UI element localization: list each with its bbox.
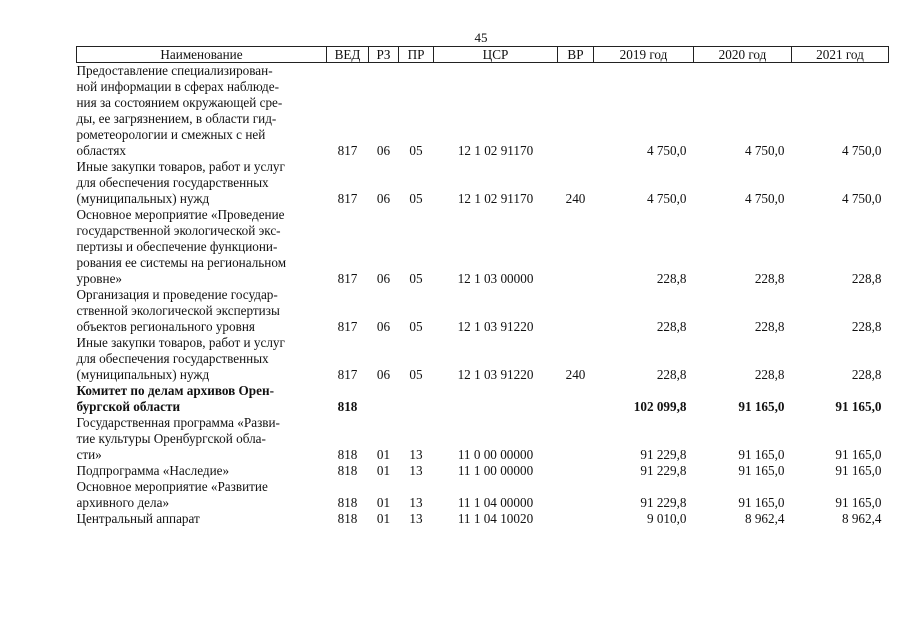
cell-2021: 91 165,0 bbox=[835, 399, 882, 414]
cell-2020: 8 962,4 bbox=[744, 511, 785, 526]
cell-rz: 06 bbox=[376, 367, 391, 382]
cell-csr: 12 1 02 91170 bbox=[457, 191, 534, 206]
header-ved: ВЕД bbox=[327, 47, 369, 63]
cell-csr: 12 1 03 91220 bbox=[457, 367, 534, 382]
cell-csr: 11 1 04 10020 bbox=[457, 511, 534, 526]
name-line: Комитет по делам архивов Орен- bbox=[76, 383, 274, 398]
cell-name bbox=[77, 383, 327, 415]
cell-ved: 818 bbox=[337, 463, 358, 478]
name-line: Подпрограмма «Наследие» bbox=[76, 463, 230, 478]
cell-pr: 05 bbox=[409, 143, 423, 158]
cell-2021: 228,8 bbox=[851, 319, 882, 334]
cell-ved: 817 bbox=[337, 143, 358, 158]
cell-2019: 102 099,8 bbox=[633, 399, 687, 414]
table-row bbox=[77, 415, 889, 463]
cell-2021: 4 750,0 bbox=[841, 143, 882, 158]
cell-2019: 228,8 bbox=[656, 367, 687, 382]
cell-csr: 12 1 02 91170 bbox=[457, 143, 534, 158]
table-row bbox=[77, 463, 889, 479]
cell-name bbox=[77, 207, 327, 287]
cell-2020: 228,8 bbox=[754, 271, 785, 286]
name-line: Предоставление специализирован- bbox=[76, 63, 273, 78]
cell-ved: 817 bbox=[337, 319, 358, 334]
cell-pr: 13 bbox=[409, 511, 423, 526]
cell-2020: 228,8 bbox=[754, 319, 785, 334]
table-row bbox=[77, 63, 889, 160]
cell-vr bbox=[558, 479, 594, 511]
cell-2021: 228,8 bbox=[851, 271, 882, 286]
cell-rz: 06 bbox=[376, 319, 391, 334]
cell-pr: 13 bbox=[409, 495, 423, 510]
cell-name bbox=[77, 335, 327, 383]
cell-ved: 817 bbox=[337, 367, 358, 382]
cell-ved: 818 bbox=[337, 511, 358, 526]
cell-2019: 9 010,0 bbox=[646, 511, 687, 526]
name-line: Организация и проведение государ- bbox=[76, 287, 278, 302]
table-header-row bbox=[77, 47, 889, 63]
name-line: (муниципальных) нужд bbox=[76, 367, 210, 382]
cell-rz: 01 bbox=[376, 511, 391, 526]
cell-pr: 05 bbox=[409, 319, 423, 334]
cell-csr: 11 0 00 00000 bbox=[457, 447, 534, 462]
cell-2021: 91 165,0 bbox=[835, 447, 882, 462]
name-line: сти» bbox=[76, 447, 102, 462]
cell-vr bbox=[558, 511, 594, 527]
page-number: 45 bbox=[474, 30, 488, 45]
name-line: Основное мероприятие «Развитие bbox=[76, 479, 268, 494]
cell-2019: 91 229,8 bbox=[640, 447, 687, 462]
cell-pr bbox=[399, 383, 434, 415]
name-line: ственной экологической экспертизы bbox=[76, 303, 280, 318]
cell-name bbox=[77, 159, 327, 207]
cell-ved: 817 bbox=[337, 271, 358, 286]
cell-2021: 91 165,0 bbox=[835, 495, 882, 510]
cell-name bbox=[77, 415, 327, 463]
cell-rz: 01 bbox=[376, 463, 391, 478]
table-row bbox=[77, 335, 889, 383]
cell-vr: 240 bbox=[565, 191, 586, 206]
cell-name bbox=[77, 479, 327, 511]
cell-2021: 8 962,4 bbox=[841, 511, 882, 526]
name-line: Иные закупки товаров, работ и услуг bbox=[76, 335, 285, 350]
cell-ved: 818 bbox=[337, 447, 358, 462]
name-line: тие культуры Оренбургской обла- bbox=[76, 431, 266, 446]
cell-ved: 817 bbox=[337, 191, 358, 206]
cell-rz: 06 bbox=[376, 191, 391, 206]
cell-rz: 06 bbox=[376, 143, 391, 158]
name-line: уровне» bbox=[76, 271, 123, 286]
name-line: архивного дела» bbox=[76, 495, 170, 510]
name-line: объектов регионального уровня bbox=[76, 319, 255, 334]
table-row bbox=[77, 207, 889, 287]
cell-2021: 228,8 bbox=[851, 367, 882, 382]
cell-vr: 240 bbox=[565, 367, 586, 382]
cell-name bbox=[77, 511, 327, 527]
cell-name bbox=[77, 463, 327, 479]
cell-2020: 4 750,0 bbox=[744, 191, 785, 206]
cell-2020: 91 165,0 bbox=[738, 447, 785, 462]
header-rz: РЗ bbox=[369, 47, 399, 63]
cell-name bbox=[77, 63, 327, 160]
cell-2019: 91 229,8 bbox=[640, 495, 687, 510]
table-body bbox=[77, 63, 889, 528]
name-line: Центральный аппарат bbox=[76, 511, 200, 526]
cell-pr: 05 bbox=[409, 271, 423, 286]
cell-2019: 228,8 bbox=[656, 319, 687, 334]
cell-rz bbox=[369, 383, 399, 415]
cell-2019: 4 750,0 bbox=[646, 143, 687, 158]
cell-vr bbox=[558, 463, 594, 479]
header-csr: ЦСР bbox=[434, 47, 558, 63]
table-row bbox=[77, 383, 889, 415]
name-line: ной информации в сферах наблюде- bbox=[76, 79, 280, 94]
cell-csr: 11 1 00 00000 bbox=[457, 463, 534, 478]
table-row bbox=[77, 479, 889, 511]
name-line: ния за состоянием окружающей сре- bbox=[76, 95, 283, 110]
cell-vr bbox=[558, 287, 594, 335]
cell-name bbox=[77, 287, 327, 335]
cell-vr bbox=[558, 415, 594, 463]
cell-ved: 818 bbox=[337, 495, 358, 510]
cell-csr: 12 1 03 91220 bbox=[457, 319, 534, 334]
name-line: для обеспечения государственных bbox=[76, 351, 269, 366]
cell-pr: 13 bbox=[409, 447, 423, 462]
name-line: (муниципальных) нужд bbox=[76, 191, 210, 206]
cell-rz: 06 bbox=[376, 271, 391, 286]
name-line: областях bbox=[76, 143, 127, 158]
cell-2019: 228,8 bbox=[656, 271, 687, 286]
header-2020: 2020 год bbox=[694, 47, 792, 63]
name-line: пертизы и обеспечение функциони- bbox=[76, 239, 278, 254]
name-line: ды, ее загрязнением, в области гид- bbox=[76, 111, 277, 126]
table-row bbox=[77, 287, 889, 335]
header-name: Наименование bbox=[77, 47, 327, 63]
table-row bbox=[77, 159, 889, 207]
name-line: рования ее системы на региональном bbox=[76, 255, 287, 270]
header-pr: ПР bbox=[399, 47, 434, 63]
cell-vr bbox=[558, 383, 594, 415]
header-2021: 2021 год bbox=[792, 47, 889, 63]
cell-2020: 91 165,0 bbox=[738, 399, 785, 414]
cell-2019: 91 229,8 bbox=[640, 463, 687, 478]
name-line: бургской области bbox=[76, 399, 181, 414]
table-row bbox=[77, 511, 889, 527]
cell-pr: 05 bbox=[409, 191, 423, 206]
cell-2020: 91 165,0 bbox=[738, 463, 785, 478]
cell-csr: 11 1 04 00000 bbox=[457, 495, 534, 510]
budget-table bbox=[76, 46, 889, 527]
header-2019: 2019 год bbox=[594, 47, 694, 63]
name-line: Иные закупки товаров, работ и услуг bbox=[76, 159, 285, 174]
cell-rz: 01 bbox=[376, 495, 391, 510]
cell-rz: 01 bbox=[376, 447, 391, 462]
cell-vr bbox=[558, 207, 594, 287]
cell-2021: 91 165,0 bbox=[835, 463, 882, 478]
name-line: государственной экологической экс- bbox=[76, 223, 281, 238]
cell-pr: 13 bbox=[409, 463, 423, 478]
cell-pr: 05 bbox=[409, 367, 423, 382]
name-line: для обеспечения государственных bbox=[76, 175, 269, 190]
cell-2020: 228,8 bbox=[754, 367, 785, 382]
cell-csr: 12 1 03 00000 bbox=[457, 271, 534, 286]
cell-2020: 91 165,0 bbox=[738, 495, 785, 510]
name-line: рометеорологии и смежных с ней bbox=[76, 127, 266, 142]
cell-vr bbox=[558, 63, 594, 160]
name-line: Основное мероприятие «Проведение bbox=[76, 207, 285, 222]
header-vr: ВР bbox=[558, 47, 594, 63]
cell-csr bbox=[434, 383, 558, 415]
name-line: Государственная программа «Разви- bbox=[76, 415, 280, 430]
cell-2020: 4 750,0 bbox=[744, 143, 785, 158]
cell-ved: 818 bbox=[337, 399, 358, 414]
cell-2021: 4 750,0 bbox=[841, 191, 882, 206]
cell-2019: 4 750,0 bbox=[646, 191, 687, 206]
